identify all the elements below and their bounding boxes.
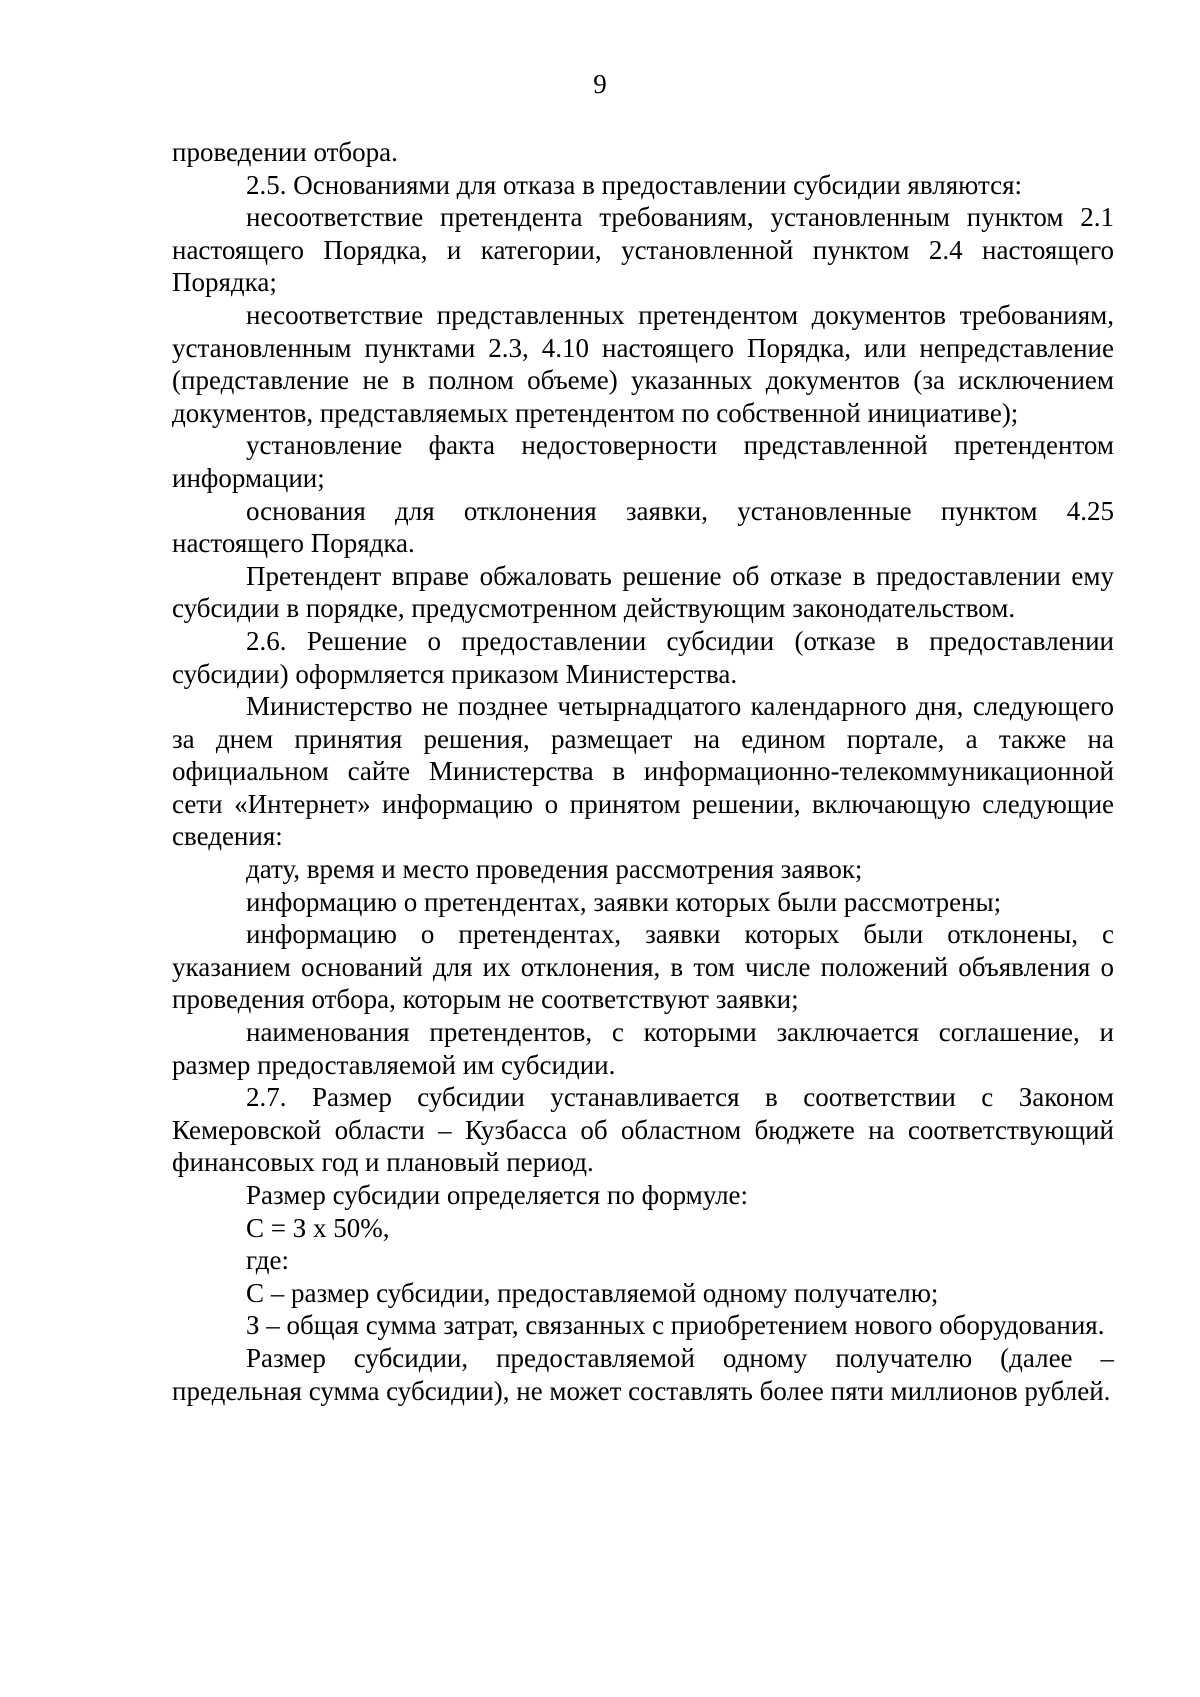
paragraph-2-7: 2.7. Размер субсидии устанавливается в соответствии с Законом Кемеровской области – Кузбасса об областном бюджете на соответствующий финансовых год и плановый период. <box>172 1082 1114 1178</box>
paragraph-2-6: 2.6. Решение о предоставлении субсидии (отказе в предоставлении субсидии) оформляется приказом Министерства. <box>172 625 1114 689</box>
paragraph-where: где: <box>246 1245 289 1276</box>
paragraph-max-subsidy: Размер субсидии, предоставляемой одному получателю (далее – предельная сумма субсидии), не может составлять более пяти миллионов рублей. <box>172 1342 1114 1406</box>
formula-definition-c: С – размер субсидии, предоставляемой одному получателю; <box>246 1277 939 1308</box>
paragraph-info-item-2: информацию о претендентах, заявки которых были рассмотрены; <box>246 886 1002 917</box>
formula: С = З х 50%, <box>246 1212 390 1243</box>
paragraph-continuation: проведении отбора. <box>172 137 398 167</box>
paragraph-refusal-ground-3: установление факта недостоверности представленной претендентом информации; <box>172 430 1114 493</box>
page-number: 9 <box>593 69 607 99</box>
paragraph-formula-intro: Размер субсидии определяется по формуле: <box>246 1180 749 1210</box>
paragraph-info-item-3: информацию о претендентах, заявки которых были отклонены, с указанием оснований для их отклонения, в том числе положений объявления о проведения отбора, которым не соответствуют заявки; <box>172 919 1114 1015</box>
paragraph-2-5-heading: 2.5. Основаниями для отказа в предоставлении субсидии являются: <box>246 169 1022 200</box>
paragraph-info-item-4: наименования претендентов, с которыми заключается соглашение, и размер предоставляемой им субсидии. <box>172 1017 1114 1080</box>
paragraph-info-item-1: дату, время и место проведения рассмотрения заявок; <box>246 854 863 885</box>
paragraph-appeal-right: Претендент вправе обжаловать решение об отказе в предоставлении ему субсидии в порядке, предусмотренном действующим законодательством. <box>172 560 1114 624</box>
paragraph-refusal-ground-1: несоответствие претендента требованиям, установленным пунктом 2.1 настоящего Порядка, и категории, установленной пунктом 2.4 настоящего Порядка; <box>172 202 1114 298</box>
paragraph-refusal-ground-2: несоответствие представленных претендентом документов требованиям, установленным пунктами 2.3, 4.10 настоящего Порядка, или непредставление (представление не в полном объеме) указанных документов (за исключением документов, представляемых претендентом по собственной инициативе); <box>172 299 1114 428</box>
formula-definition-z: З – общая сумма затрат, связанных с приобретением нового оборудования. <box>246 1310 1105 1341</box>
paragraph-refusal-ground-4: основания для отклонения заявки, установленные пунктом 4.25 настоящего Порядка. <box>172 495 1114 559</box>
document-body <box>172 136 1114 1407</box>
paragraph-ministry-publication: Министерство не позднее четырнадцатого календарного дня, следующего за днем принятия решения, размещает на едином портале, а также на официальном сайте Министерства в информационно-телекоммуникационной сети «Интернет» информацию о принятом решении, включающую следующие сведения: <box>172 691 1114 852</box>
